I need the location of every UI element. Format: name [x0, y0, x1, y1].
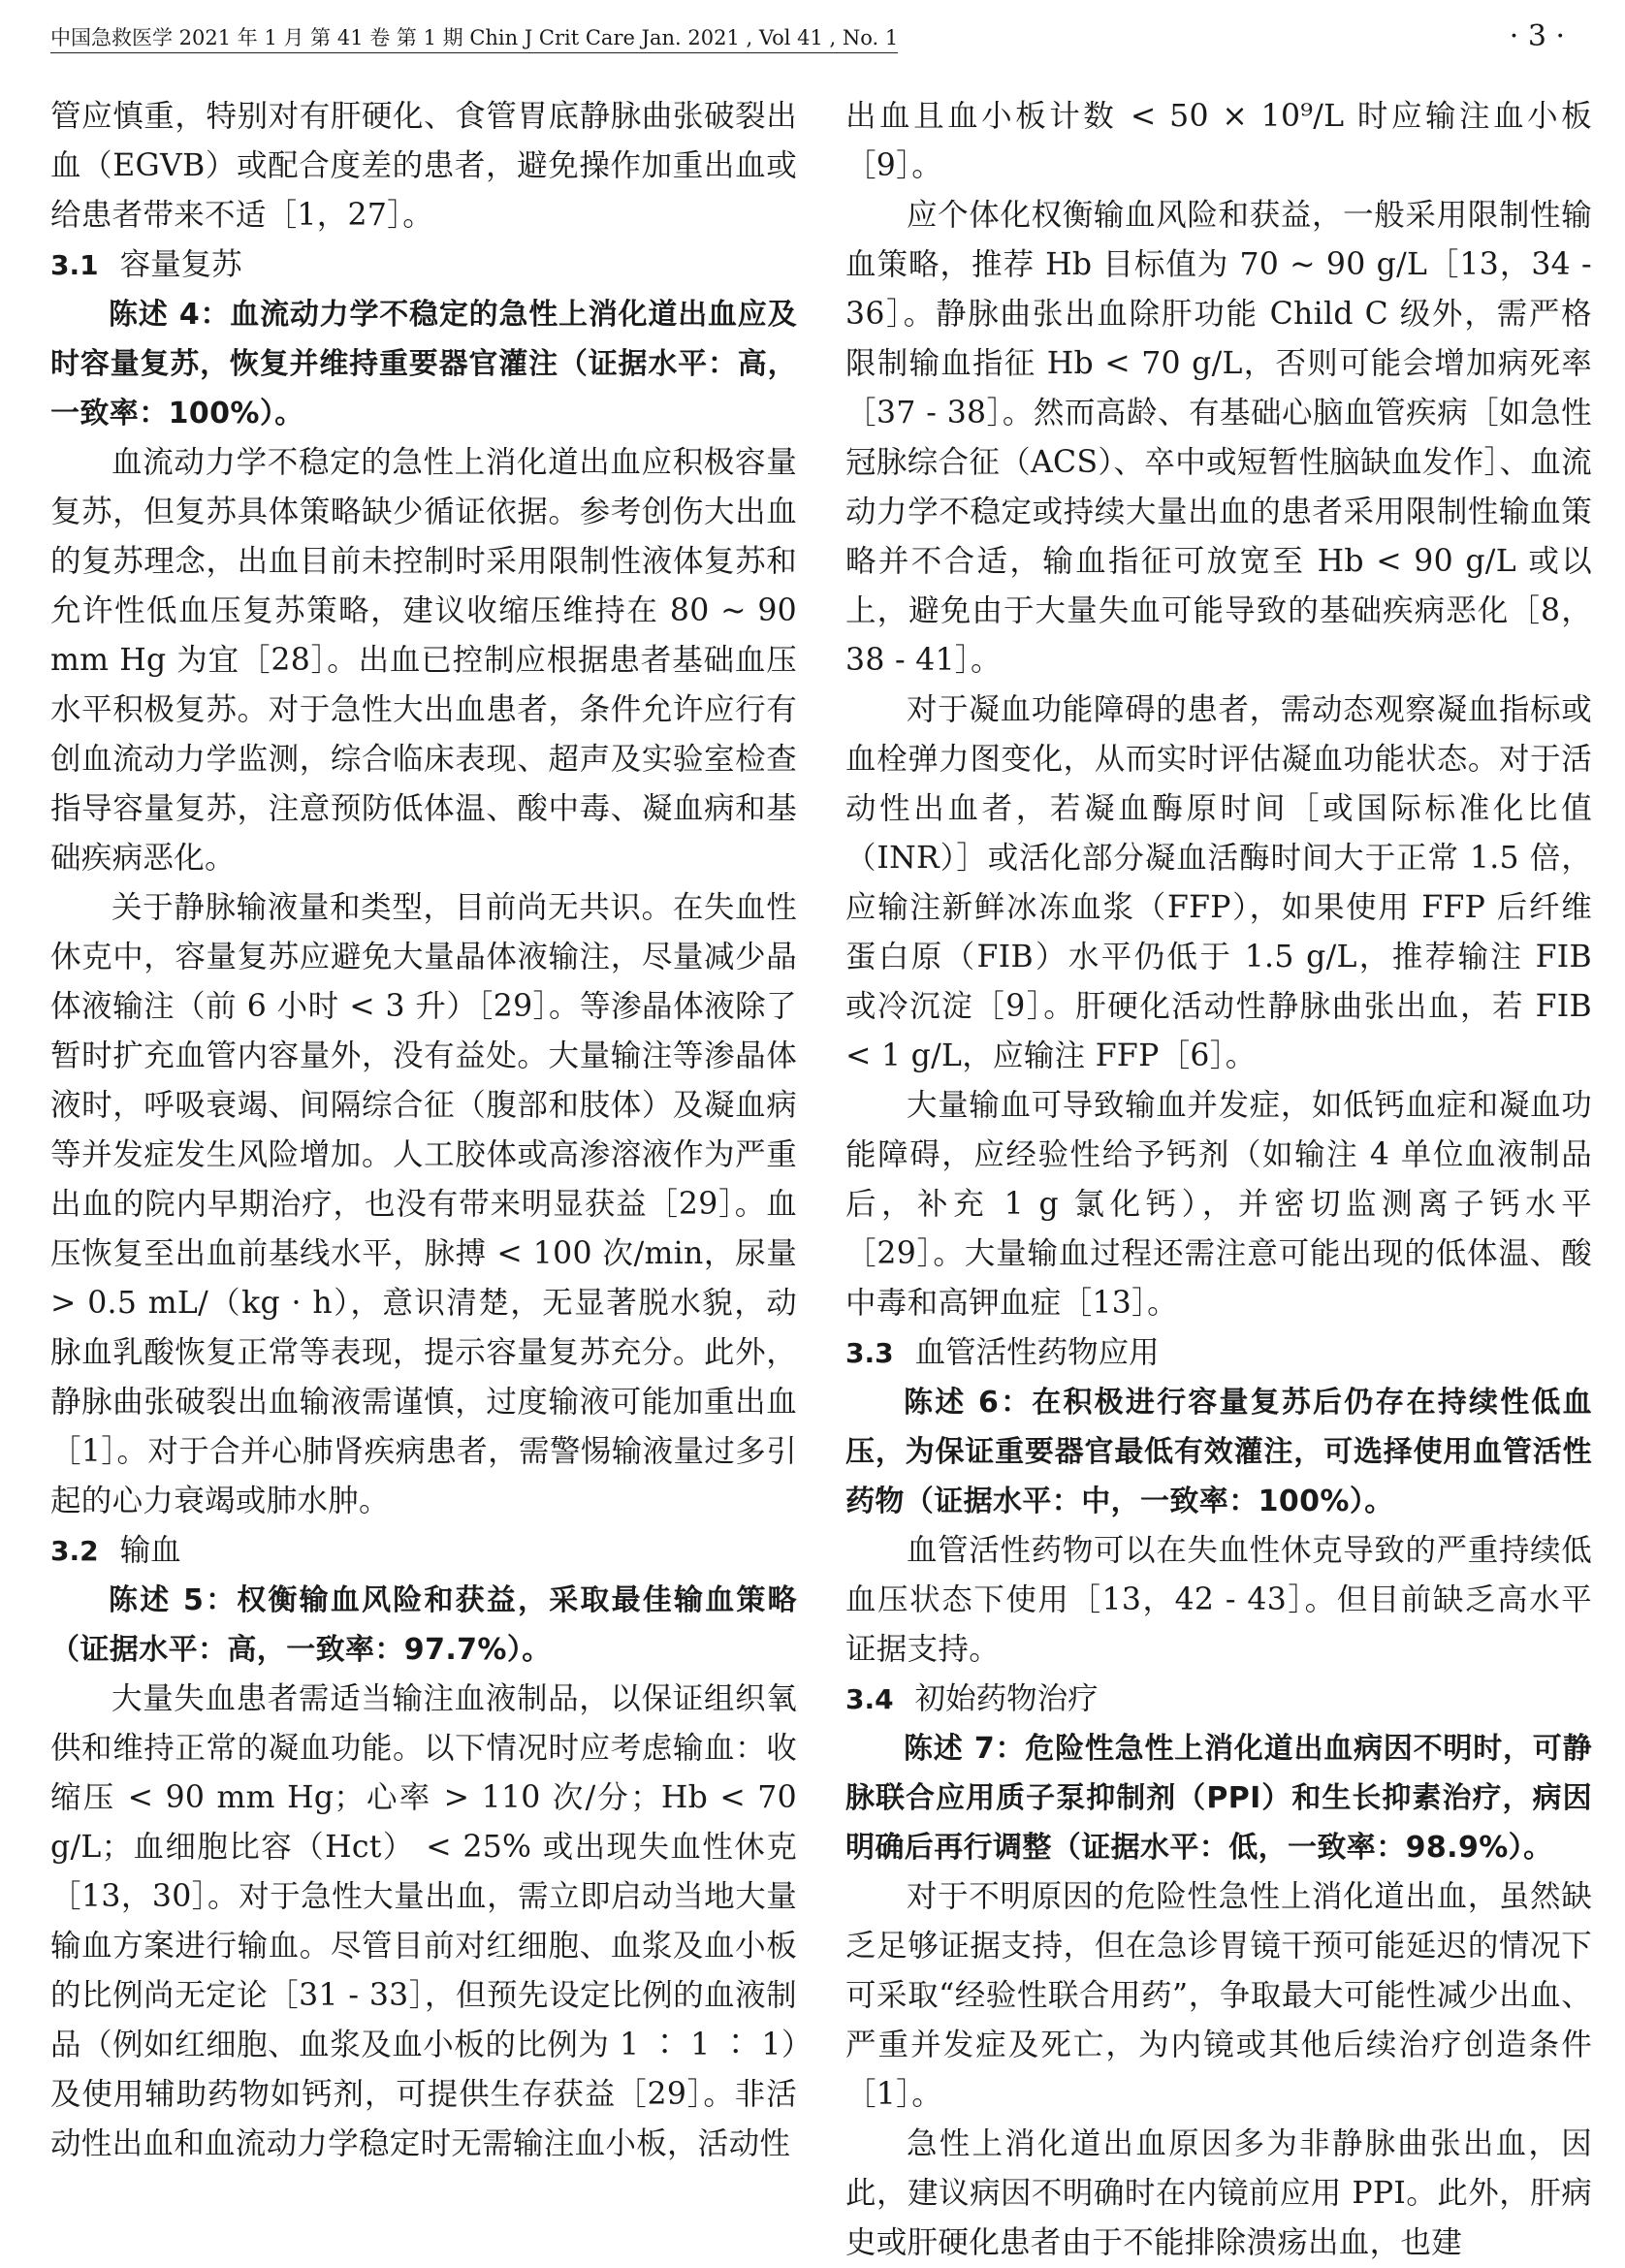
running-head: 中国急救医学 2021 年 1 月 第 41 卷 第 1 期 Chin J Crit Care Jan. 2021 , Vol 41 , No. 1 — [50, 25, 898, 53]
statement-7: 陈述 7：危险性急性上消化道出血病因不明时，可静脉联合应用质子泵抑制剂（PPI）和生长抑素治疗，病因明确后再行调整（证据水平：低，一致率：98.9%）。 — [845, 1732, 1592, 1865]
section-heading-3-4 — [845, 1675, 1592, 1724]
section-heading-3-1 — [50, 240, 797, 290]
section-title: 初始药物治疗 — [914, 1681, 1099, 1716]
section-heading-3-2 — [50, 1526, 797, 1576]
paragraph: 对于不明原因的危险性急性上消化道出血，虽然缺乏足够证据支持，但在急诊胃镜干预可能延迟的情况下可采取“经验性联合用药”，争取最大可能性减少出血、严重并发症及死亡，为内镜或其他后续治疗创造条件［1］。 — [845, 1879, 1592, 2112]
section-number: 3.4 — [845, 1683, 894, 1715]
section-number: 3.1 — [50, 249, 99, 281]
section-title: 容量复苏 — [119, 247, 242, 282]
paragraph: 大量失血患者需适当输注血液制品，以保证组织氧供和维持正常的凝血功能。以下情况时应考虑输血：收缩压 < 90 mm Hg；心率 > 110 次/分；Hb < 70 g/L；血细胞比容（Hct） < 25% 或出现失血性休克［13，30］。对于急性大量出血，需立即启动当地大量输血方案进行输血。尽管目前对红细胞、血浆及血小板的比例尚无定论［31 - 33］，但预先设定比例的血液制品（例如红细胞、血浆及血小板的比例为 1 ∶ 1 ∶ 1）及使用辅助药物如钙剂，可提供生存获益［29］。非活动性出血和血流动力学稳定时无需输注血小板，活动性 — [50, 1681, 797, 2161]
paragraph: 对于凝血功能障碍的患者，需动态观察凝血指标或血栓弹力图变化，从而实时评估凝血功能状态。对于活动性出血者，若凝血酶原时间［或国际标准化比值（INR）］或活化部分凝血活酶时间大于正常 1.5 倍，应输注新鲜冰冻血浆（FFP），如果使用 FFP 后纤维蛋白原（FIB）水平仍低于 1.5 g/L，推荐输注 FIB 或冷沉淀［9］。肝硬化活动性静脉曲张出血，若 FIB < 1 g/L，应输注 FFP［6］。 — [845, 692, 1592, 1073]
paragraph: 急性上消化道出血原因多为非静脉曲张出血，因此，建议病因不明确时在内镜前应用 PPI。此外，肝病史或肝硬化患者由于不能排除溃疡出血，也建 — [845, 2126, 1592, 2260]
paragraph: 关于静脉输液量和类型，目前尚无共识。在失血性休克中，容量复苏应避免大量晶体液输注，尽量减少晶体液输注（前 6 小时 < 3 升）［29］。等渗晶体液除了暂时扩充血管内容量外，没有益处。大量输注等渗晶体液时，呼吸衰竭、间隔综合征（腹部和肢体）及凝血病等并发症发生风险增加。人工胶体或高渗溶液作为严重出血的院内早期治疗，也没有带来明显获益［29］。血压恢复至出血前基线水平，脉搏 < 100 次/min，尿量 > 0.5 mL/（kg · h），意识清楚，无显著脱水貌，动脉血乳酸恢复正常等表现，提示容量复苏充分。此外，静脉曲张破裂出血输液需谨慎，过度输液可能加重出血［1］。对于合并心肺肾疾病患者，需警惕输液量过多引起的心力衰竭或肺水肿。 — [50, 890, 797, 1518]
paragraph: 大量输血可导致输血并发症，如低钙血症和凝血功能障碍，应经验性给予钙剂（如输注 4 单位血液制品后，补充 1 g 氯化钙），并密切监测离子钙水平［29］。大量输血过程还需注意可能出现的低体温、酸中毒和高钾血症［13］。 — [845, 1088, 1592, 1321]
section-title: 输血 — [119, 1533, 181, 1568]
left-column — [50, 92, 797, 2169]
section-number: 3.3 — [845, 1337, 894, 1369]
section-title: 血管活性药物应用 — [914, 1335, 1160, 1370]
section-heading-3-3 — [845, 1328, 1592, 1378]
right-column — [845, 92, 1592, 2268]
page-number: · 3 · — [1509, 19, 1565, 53]
paragraph: 出血且血小板计数 < 50 × 10⁹/L 时应输注血小板［9］。 — [845, 99, 1592, 183]
paragraph: 血流动力学不稳定的急性上消化道出血应积极容量复苏，但复苏具体策略缺少循证依据。参考创伤大出血的复苏理念，出血目前未控制时采用限制性液体复苏和允许性低血压复苏策略，建议收缩压维持在 80 ~ 90 mm Hg 为宜［28］。出血已控制应根据患者基础血压水平积极复苏。对于急性大出血患者，条件允许应行有创血流动力学监测，综合临床表现、超声及实验室检查指导容量复苏，注意预防低体温、酸中毒、凝血病和基础疾病恶化。 — [50, 445, 797, 876]
statement-5: 陈述 5：权衡输血风险和获益，采取最佳输血策略（证据水平：高，一致率：97.7%）。 — [50, 1583, 797, 1667]
paragraph: 应个体化权衡输血风险和获益，一般采用限制性输血策略，推荐 Hb 目标值为 70 ~ 90 g/L［13，34 - 36］。静脉曲张出血除肝功能 Child C 级外，需严格限制输血指征 Hb < 70 g/L，否则可能会增加病死率［37 - 38］。然而高龄、有基础心脑血管疾病［如急性冠脉综合征（ACS）、卒中或短暂性脑缺血发作］、血流动力学不稳定或持续大量出血的患者采用限制性输血策略并不合适，输血指征可放宽至 Hb < 90 g/L 或以上，避免由于大量失血可能导致的基础疾病恶化［8，38 - 41］。 — [845, 198, 1592, 678]
page-header — [50, 19, 1582, 58]
statement-4: 陈述 4：血流动力学不稳定的急性上消化道出血应及时容量复苏，恢复并维持重要器官灌注（证据水平：高，一致率：100%）。 — [50, 298, 797, 431]
paragraph: 管应慎重，特别对有肝硬化、食管胃底静脉曲张破裂出血（EGVB）或配合度差的患者，避免操作加重出血或给患者带来不适［1，27］。 — [50, 99, 797, 233]
section-number: 3.2 — [50, 1535, 99, 1567]
paragraph: 血管活性药物可以在失血性休克导致的严重持续低血压状态下使用［13，42 - 43］。但目前缺乏高水平证据支持。 — [845, 1533, 1592, 1667]
statement-6: 陈述 6：在积极进行容量复苏后仍存在持续性低血压，为保证重要器官最低有效灌注，可选择使用血管活性药物（证据水平：中，一致率：100%）。 — [845, 1386, 1592, 1518]
